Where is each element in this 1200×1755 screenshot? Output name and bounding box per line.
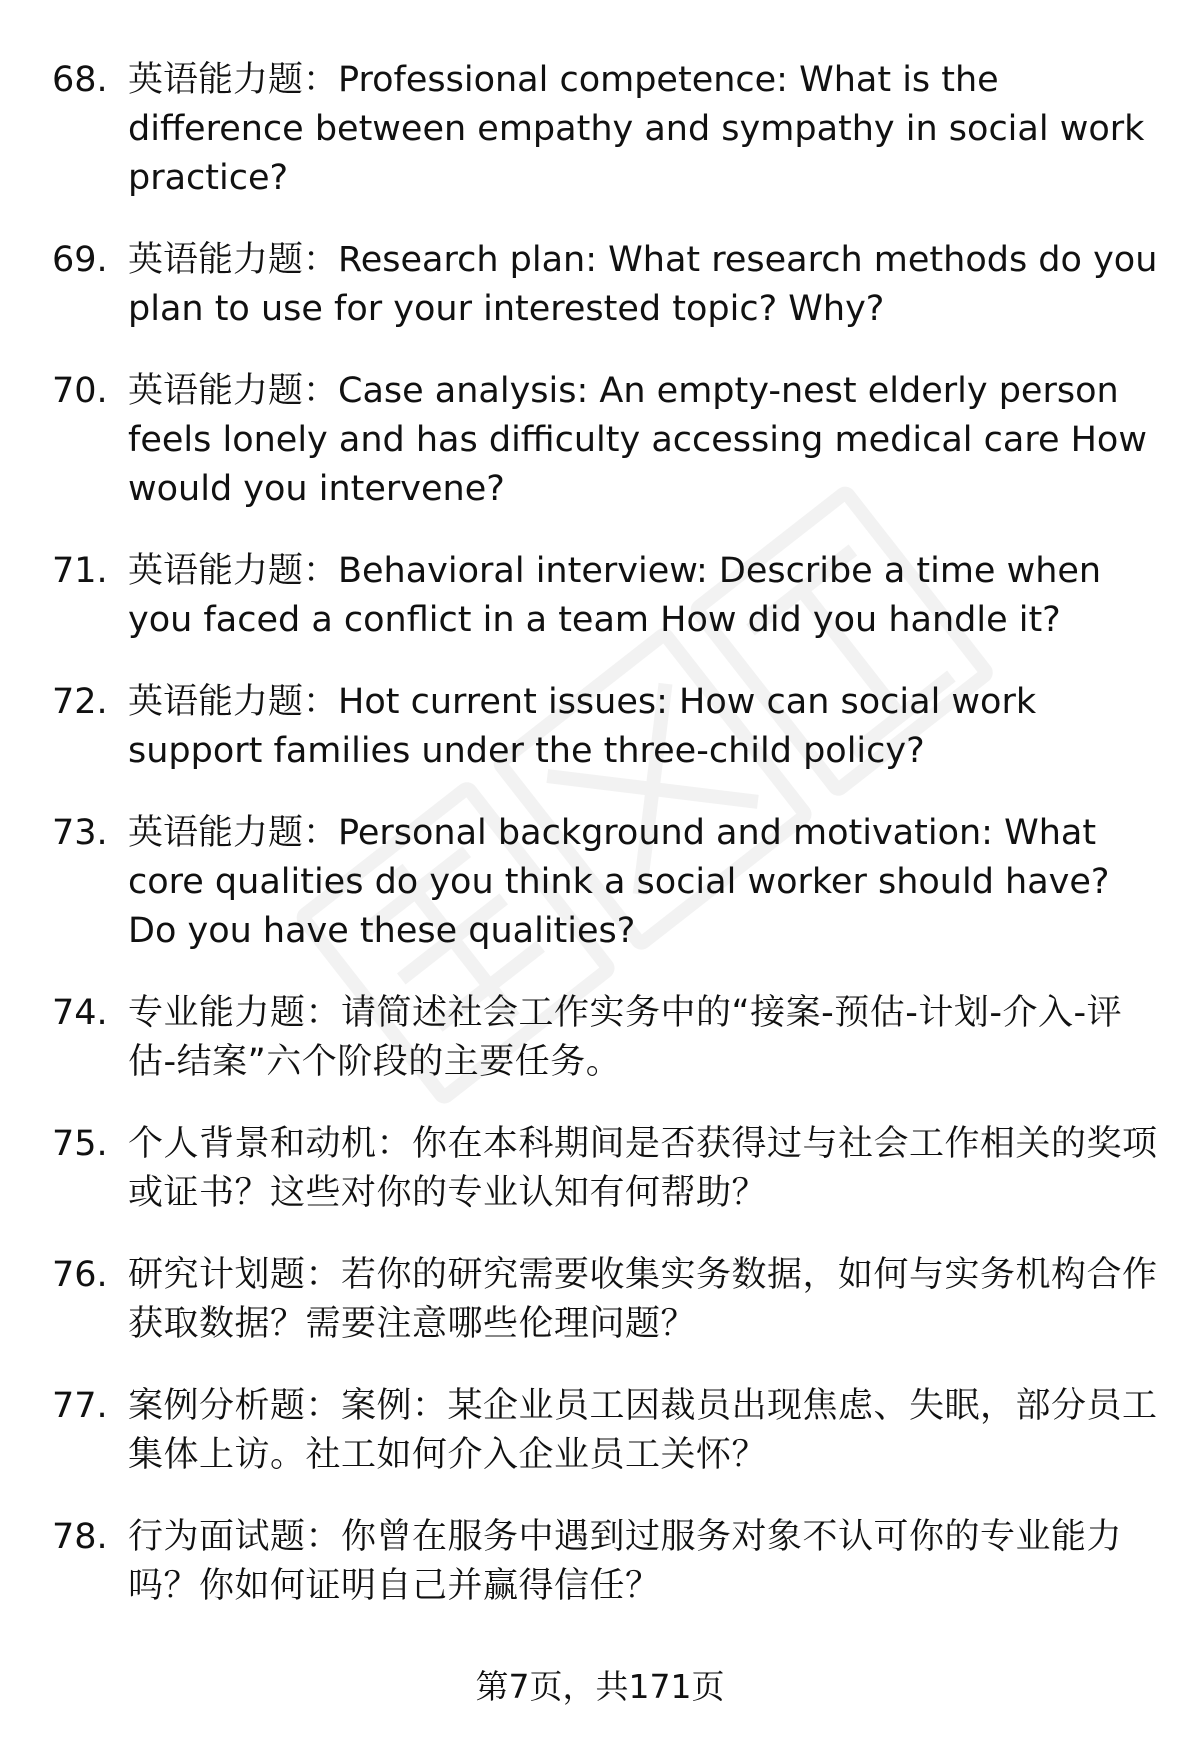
question-number: 68. — [52, 60, 108, 100]
question-text: 英语能力题：Personal background and motivation: What core qualities do you think a social worker should have? Do you have these qualities? — [128, 813, 1110, 951]
question-text: 研究计划题：若你的研究需要收集实务数据，如何与实务机构合作获取数据？需要注意哪些伦理问题？ — [128, 1255, 1158, 1344]
question-text: 专业能力题：请简述社会工作实务中的“接案-预估-计划-介入-评估-结案”六个阶段的主要任务。 — [128, 993, 1123, 1082]
question-item-69 — [0, 236, 1200, 334]
question-number: 77. — [52, 1386, 108, 1426]
question-item-77 — [0, 1382, 1200, 1480]
question-item-72 — [0, 678, 1200, 776]
question-number: 69. — [52, 240, 108, 280]
question-item-76 — [0, 1251, 1200, 1349]
question-number: 74. — [52, 993, 108, 1033]
question-number: 72. — [52, 682, 108, 722]
question-text: 英语能力题：Research plan: What research methods do you plan to use for your interested topic? Why? — [128, 240, 1158, 329]
question-number: 71. — [52, 551, 108, 591]
question-item-71 — [0, 547, 1200, 645]
question-number: 78. — [52, 1517, 108, 1557]
question-item-75 — [0, 1120, 1200, 1218]
question-item-68 — [0, 56, 1200, 203]
question-text: 英语能力题：Case analysis: An empty-nest elderly person feels lonely and has difficulty accessing medical care How would you intervene? — [128, 371, 1147, 509]
question-item-70 — [0, 367, 1200, 514]
question-number: 76. — [52, 1255, 108, 1295]
question-list — [0, 56, 1200, 1644]
page-indicator: 第7页，共171页 — [475, 1667, 725, 1706]
question-item-74 — [0, 989, 1200, 1087]
question-number: 75. — [52, 1124, 108, 1164]
question-text: 英语能力题：Hot current issues: How can social work support families under the three-child policy? — [128, 682, 1037, 771]
question-number: 73. — [52, 813, 108, 853]
question-text: 个人背景和动机：你在本科期间是否获得过与社会工作相关的奖项或证书？这些对你的专业认知有何帮助？ — [128, 1124, 1158, 1213]
question-text: 英语能力题：Professional competence: What is the difference between empathy and sympathy in social work practice? — [128, 60, 1145, 198]
question-item-78 — [0, 1513, 1200, 1611]
question-text: 行为面试题：你曾在服务中遇到过服务对象不认可你的专业能力吗？你如何证明自己并赢得信任？ — [128, 1517, 1123, 1606]
question-item-73 — [0, 809, 1200, 956]
question-number: 70. — [52, 371, 108, 411]
question-text: 英语能力题：Behavioral interview: Describe a time when you faced a conflict in a team How did you handle it? — [128, 551, 1102, 640]
question-text: 案例分析题：案例：某企业员工因裁员出现焦虑、失眠，部分员工集体上访。社工如何介入企业员工关怀？ — [128, 1386, 1158, 1475]
